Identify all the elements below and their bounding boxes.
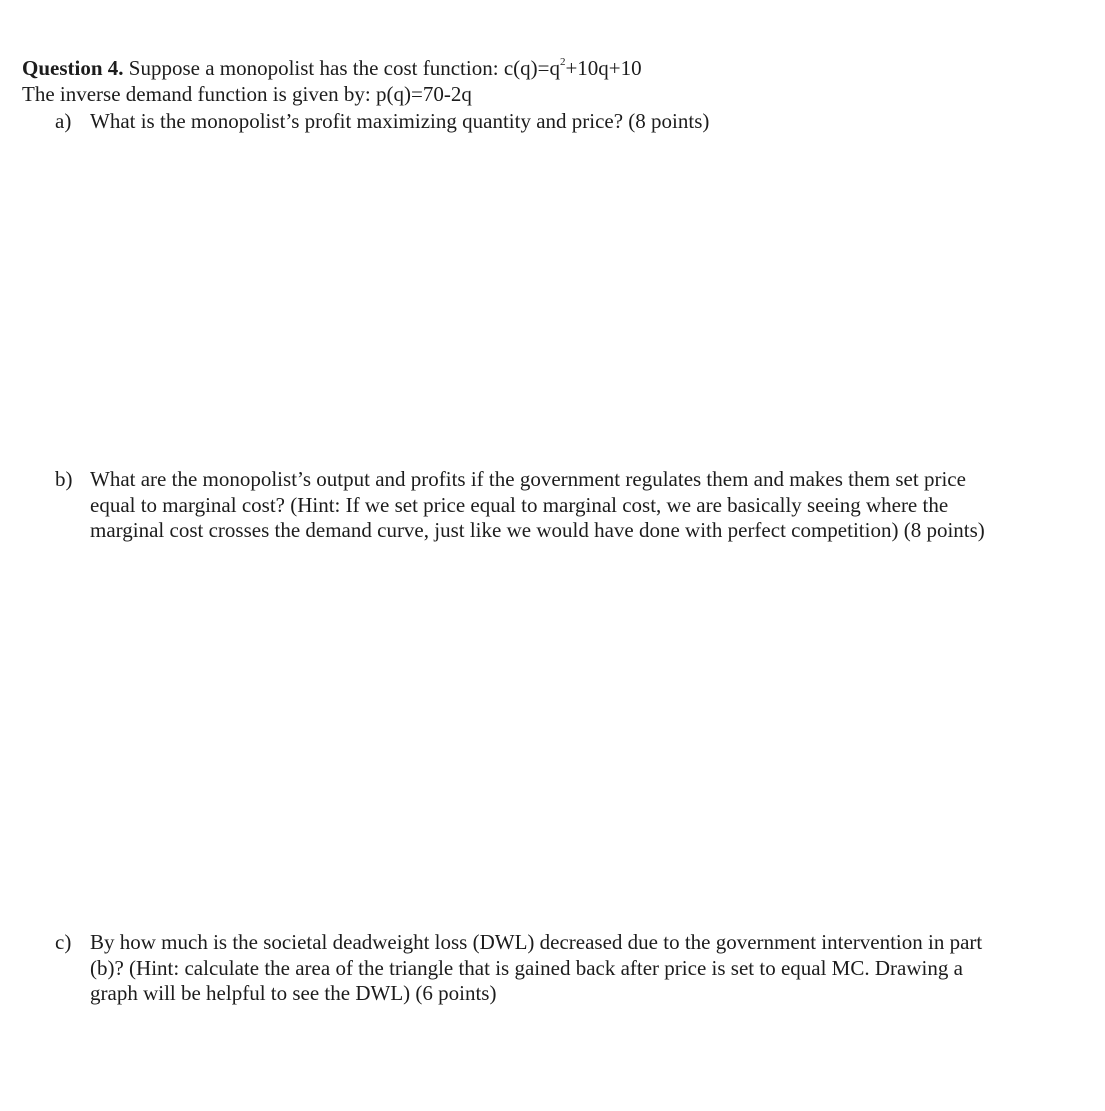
part-c-line: By how much is the societal deadweight loss (DWL) decreased due to the government intervention in part (90, 930, 983, 954)
cost-function-exponent: 2 (559, 56, 566, 68)
question-header (22, 56, 642, 82)
demand-function-text: The inverse demand function is given by: p(q)=70-2q (22, 82, 472, 106)
part-b-question (90, 467, 1050, 544)
question-label: Question 4. (22, 56, 124, 80)
part-c-line: (b)? (Hint: calculate the area of the triangle that is gained back after price is set to equal MC. Drawing a (90, 955, 963, 980)
part-a-label: a) (55, 109, 72, 133)
cost-function-text: Suppose a monopolist has the cost function: c(q)=q (123, 56, 560, 80)
part-b-label: b) (55, 467, 73, 491)
part-a-question (90, 109, 1050, 135)
cost-function-tail: +10q+10 (565, 56, 642, 80)
part-c-label: c) (55, 930, 72, 954)
part-b-line: What are the monopolist’s output and profits if the government regulates them and makes them set price (90, 467, 966, 491)
part-b-line: equal to marginal cost? (Hint: If we set price equal to marginal cost, we are basically seeing where the (90, 492, 949, 517)
part-b-line: marginal cost crosses the demand curve, just like we would have done with perfect competition) (8 points) (90, 518, 985, 542)
part-c-question (90, 930, 1050, 1007)
part-a-line: What is the monopolist’s profit maximizing quantity and price? (8 points) (90, 109, 710, 133)
part-c-line: graph will be helpful to see the DWL) (6 points) (90, 981, 497, 1005)
